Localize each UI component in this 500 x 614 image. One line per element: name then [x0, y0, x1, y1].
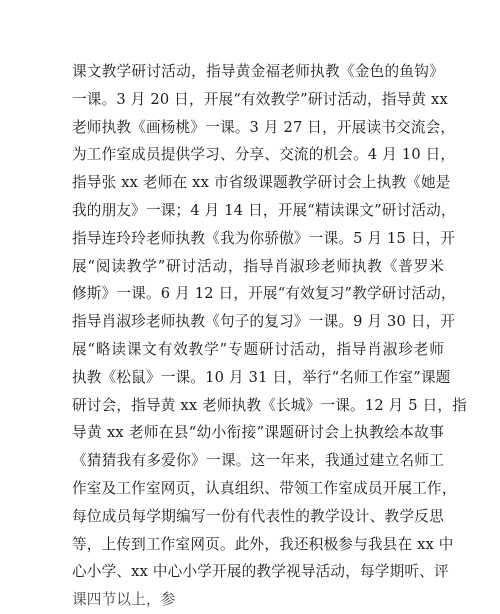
text-line: 我的朋友》一课；4 月 14 日，开展“精读课文”研讨活动， — [72, 201, 456, 219]
text-line: 课文教学研讨活动，指导黄金福老师执教《金色的鱼钩》 — [72, 63, 444, 80]
text-line: 展“略读课文有效教学”专题研讨活动，指导肖淑珍老师 — [72, 340, 444, 358]
text-line: 指导张 xx 老师在 xx 市省级课题教学研讨会上执教《她是 — [72, 174, 451, 192]
text-line: 老师执教《画杨桃》一课。3 月 27 日，开展读书交流会， — [72, 118, 456, 136]
text-line: 展“阅读教学”研讨活动，指导肖淑珍老师执教《普罗米 — [72, 257, 444, 275]
text-line: 一课。3 月 20 日，开展“有效教学”研讨活动，指导黄 xx — [72, 90, 448, 108]
body-paragraph — [72, 58, 467, 614]
text-line: 执教《松鼠》一课。10 月 31 日，举行“名师工作室”课题 — [72, 368, 451, 386]
text-line: 每位成员每学期编写一份有代表性的教学设计、教学反思 — [72, 507, 444, 525]
text-line: 为工作室成员提供学习、分享、交流的机会。4 月 10 日， — [72, 146, 456, 164]
text-line: 导黄 xx 老师在县“幼小衔接”课题研讨会上执教绘本故事 — [72, 424, 444, 442]
text-line: 等，上传到工作室网页。此外，我还积极参与我县在 xx 中 — [72, 535, 454, 553]
text-line: 《猜猜我有多爱你》一课。这一年来，我通过建立名师工 — [72, 452, 444, 470]
text-line: 心小学、xx 中心小学开展的教学视导活动，每学期听、评 — [72, 563, 449, 581]
text-line: 指导肖淑珍老师执教《句子的复习》一课。9 月 30 日，开 — [72, 313, 456, 331]
text-line: 课四节以上，参 — [72, 591, 176, 609]
text-line: 修斯》一课。6 月 12 日，开展“有效复习”教学研讨活动， — [72, 285, 456, 303]
text-line: 研讨会，指导黄 xx 老师执教《长城》一课。12 月 5 日，指 — [72, 396, 467, 414]
text-line: 指导连玲玲老师执教《我为你骄傲》一课。5 月 15 日，开 — [72, 229, 456, 247]
text-line: 作室及工作室网页，认真组织、带领工作室成员开展工作， — [72, 479, 457, 497]
